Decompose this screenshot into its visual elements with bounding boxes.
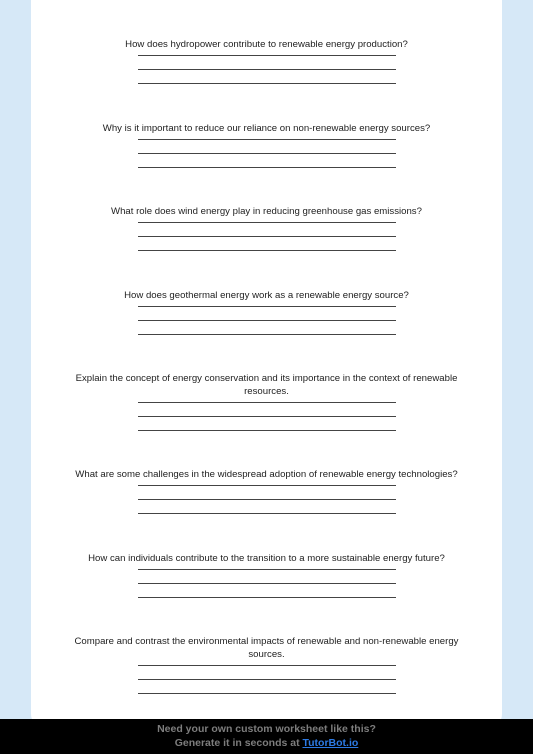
question-text: Compare and contrast the environmental impacts of renewable and non-renewable energy sources.	[74, 636, 459, 660]
answer-line[interactable]	[138, 250, 396, 251]
answer-lines	[31, 485, 502, 514]
answer-line[interactable]	[138, 83, 396, 84]
question-2	[31, 122, 502, 181]
answer-lines	[31, 569, 502, 598]
answer-line[interactable]	[138, 55, 396, 56]
answer-line[interactable]	[138, 430, 396, 431]
answer-line[interactable]	[138, 334, 396, 335]
answer-line[interactable]	[138, 679, 396, 680]
answer-line[interactable]	[138, 513, 396, 514]
answer-line[interactable]	[138, 597, 396, 598]
answer-lines	[31, 139, 502, 168]
question-3	[31, 205, 502, 264]
answer-line[interactable]	[138, 236, 396, 237]
promo-line-1: Need your own custom worksheet like this?	[157, 723, 376, 735]
answer-line[interactable]	[138, 69, 396, 70]
answer-line[interactable]	[138, 306, 396, 307]
answer-line[interactable]	[138, 153, 396, 154]
question-8	[31, 635, 502, 707]
answer-line[interactable]	[138, 167, 396, 168]
question-text: How can individuals contribute to the transition to a more sustainable energy future?	[88, 553, 445, 564]
answer-line[interactable]	[138, 499, 396, 500]
answer-line[interactable]	[138, 402, 396, 403]
question-text: Why is it important to reduce our reliance on non-renewable energy sources?	[102, 123, 431, 134]
question-text: How does geothermal energy work as a renewable energy source?	[124, 290, 409, 301]
answer-lines	[31, 306, 502, 335]
answer-line[interactable]	[138, 693, 396, 694]
question-text: How does hydropower contribute to renewable energy production?	[125, 39, 408, 50]
answer-line[interactable]	[138, 139, 396, 140]
question-4	[31, 289, 502, 348]
answer-lines	[31, 402, 502, 431]
answer-lines	[31, 222, 502, 251]
promo-footer	[0, 722, 533, 750]
answer-line[interactable]	[138, 569, 396, 570]
answer-line[interactable]	[138, 485, 396, 486]
answer-lines	[31, 665, 502, 694]
question-7	[31, 552, 502, 611]
question-text: What role does wind energy play in reducing greenhouse gas emissions?	[111, 206, 422, 217]
answer-line[interactable]	[138, 416, 396, 417]
answer-lines	[31, 55, 502, 84]
promo-line-2	[0, 736, 533, 750]
answer-line[interactable]	[138, 583, 396, 584]
answer-line[interactable]	[138, 222, 396, 223]
question-5	[31, 372, 502, 444]
promo-line-2-prefix: Generate it in seconds at	[174, 737, 303, 749]
tutorbot-link[interactable]: TutorBot.io	[302, 737, 359, 749]
question-6	[31, 468, 502, 527]
question-text: Explain the concept of energy conservation and its importance in the context of renewable resources.	[75, 373, 458, 397]
answer-line[interactable]	[138, 320, 396, 321]
worksheet-page	[31, 0, 502, 730]
question-1	[31, 38, 502, 97]
question-text: What are some challenges in the widespread adoption of renewable energy technologies?	[75, 469, 458, 480]
answer-line[interactable]	[138, 665, 396, 666]
